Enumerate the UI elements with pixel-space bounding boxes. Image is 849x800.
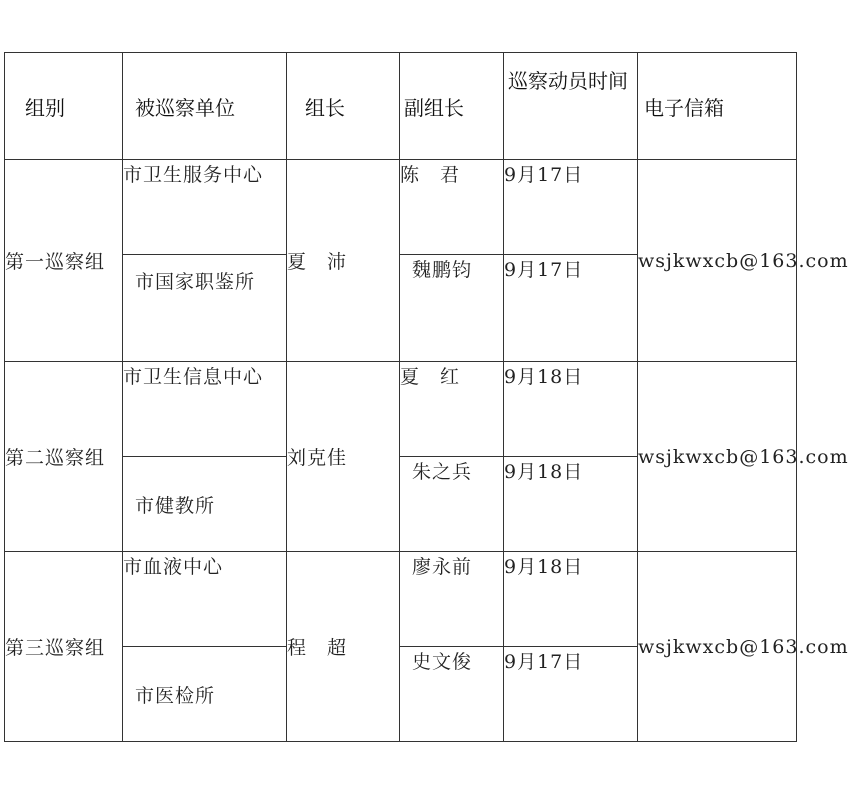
deputy-leader: 夏 红 xyxy=(400,362,504,457)
deputy-leader: 廖永前 xyxy=(400,552,504,647)
header-unit: 被巡察单位 xyxy=(123,53,287,160)
table-header-row xyxy=(5,53,797,160)
mobilization-date: 9月18日 xyxy=(504,552,638,647)
mobilization-date: 9月17日 xyxy=(504,647,638,742)
group-leader: 程 超 xyxy=(287,552,400,742)
mobilization-date: 9月18日 xyxy=(504,457,638,552)
group-name: 第一巡察组 xyxy=(5,160,123,362)
header-leader: 组长 xyxy=(287,53,400,160)
inspection-schedule-table xyxy=(4,52,849,742)
deputy-leader: 陈 君 xyxy=(400,160,504,255)
header-email: 电子信箱 xyxy=(638,53,797,160)
deputy-leader: 魏鹏钧 xyxy=(400,255,504,362)
mobilization-date: 9月17日 xyxy=(504,160,638,255)
table-row xyxy=(5,552,797,647)
table-row xyxy=(5,362,797,457)
inspected-unit: 市健教所 xyxy=(123,457,287,552)
header-time: 巡察动员时间 xyxy=(504,53,638,160)
email-address: wsjkwxcb@163.com xyxy=(638,160,797,362)
group-name: 第二巡察组 xyxy=(5,362,123,552)
inspected-unit: 市卫生服务中心 xyxy=(123,160,287,255)
email-address: wsjkwxcb@163.com xyxy=(638,552,797,742)
group-name: 第三巡察组 xyxy=(5,552,123,742)
group-leader: 夏 沛 xyxy=(287,160,400,362)
table-row xyxy=(5,160,797,255)
deputy-leader: 史文俊 xyxy=(400,647,504,742)
mobilization-date: 9月18日 xyxy=(504,362,638,457)
header-deputy: 副组长 xyxy=(400,53,504,160)
inspected-unit: 市卫生信息中心 xyxy=(123,362,287,457)
inspected-unit: 市血液中心 xyxy=(123,552,287,647)
deputy-leader: 朱之兵 xyxy=(400,457,504,552)
mobilization-date: 9月17日 xyxy=(504,255,638,362)
inspected-unit: 市国家职鉴所 xyxy=(123,255,287,362)
inspected-unit: 市医检所 xyxy=(123,647,287,742)
email-address: wsjkwxcb@163.com xyxy=(638,362,797,552)
group-leader: 刘克佳 xyxy=(287,362,400,552)
header-group: 组别 xyxy=(5,53,123,160)
